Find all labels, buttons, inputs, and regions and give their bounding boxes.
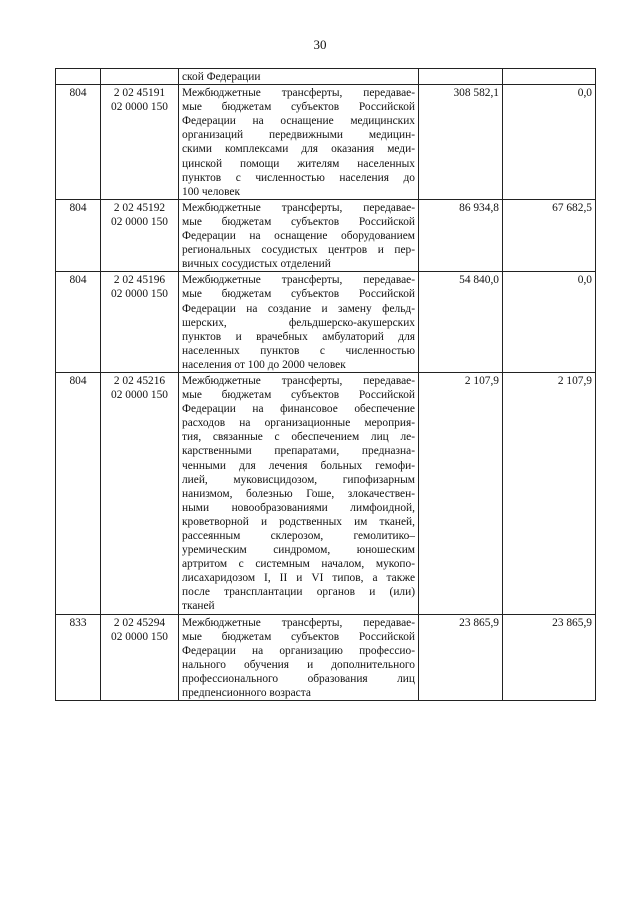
name-line: лией, муковисцидозом, гипофизарным: [182, 473, 415, 486]
name-line: тканей: [182, 600, 215, 613]
ministry-cell: 804: [56, 199, 101, 271]
ministry-cell: 804: [56, 372, 101, 614]
name-cell: [179, 85, 419, 200]
name-line: Межбюджетные трансферты, передавае-: [182, 616, 415, 629]
budget-table: [55, 68, 596, 701]
name-line: 100 человек: [182, 185, 240, 198]
value2-cell: 67 682,5: [503, 199, 596, 271]
name-line: рассеянным склерозом, гемолитико–: [182, 530, 415, 542]
name-line: региональных сосудистых центров и пер-: [182, 244, 415, 257]
name-line: пунктов с численностью населения до: [182, 171, 415, 184]
code-cell: [101, 199, 179, 271]
value1-cell: 2 107,9: [419, 372, 503, 614]
name-line: мые бюджетам субъектов Российской: [182, 630, 415, 643]
code-cell: [101, 85, 179, 200]
code-line: 02 0000 150: [111, 215, 168, 228]
name-line: карственными препаратами, предназна-: [182, 445, 415, 458]
code-line: 2 02 45196: [113, 274, 166, 287]
code-cell: [101, 614, 179, 701]
code-line: 2 02 45294: [113, 616, 166, 629]
continuation-row: [56, 69, 596, 85]
name-line: населения от 100 до 2000 человек: [182, 358, 346, 371]
name-line: Федерации на оснащение оборудованием: [182, 230, 415, 243]
name-line: Межбюджетные трансферты, передавае-: [182, 201, 415, 214]
ministry-cell: 804: [56, 272, 101, 373]
code-line: 02 0000 150: [111, 389, 168, 402]
name-line: нального обучения и дополнительного: [182, 658, 415, 671]
name-line: лисахаридозом I, II и VI типов, а также: [182, 572, 415, 585]
code-line: 02 0000 150: [111, 101, 168, 114]
name-line: ченными для лечения больных гемофи-: [182, 459, 415, 472]
name-line: уремическим синдромом, юношеским: [182, 544, 415, 557]
value2-cell: [503, 69, 596, 85]
table-row: [56, 372, 596, 614]
code-line: 02 0000 150: [111, 630, 168, 643]
name-line: нанизмом, болезнью Гоше, злокачествен-: [182, 487, 415, 500]
table-row: [56, 85, 596, 200]
value1-cell: 54 840,0: [419, 272, 503, 373]
code-cell: [101, 69, 179, 85]
name-line: Межбюджетные трансферты, передавае-: [182, 87, 415, 100]
page-number: 30: [313, 37, 327, 52]
ministry-cell: 804: [56, 85, 101, 200]
name-line: Межбюджетные трансферты, передавае-: [182, 274, 415, 287]
name-cell: [179, 614, 419, 701]
name-line: мые бюджетам субъектов Российской: [182, 215, 415, 228]
code-line: 2 02 45191: [113, 87, 166, 100]
name-cell: [179, 272, 419, 373]
name-line: вичных сосудистых отделений: [182, 258, 331, 271]
value2-cell: 0,0: [503, 272, 596, 373]
name-line: Межбюджетные трансферты, передавае-: [182, 374, 415, 387]
name-line: после трансплантации органов и (или): [182, 586, 415, 599]
name-line: мые бюджетам субъектов Российской: [182, 101, 415, 114]
name-line: цинской помощи жителям населенных: [182, 157, 415, 170]
name-line: тия, связанные с обеспечением лиц ле-: [182, 431, 415, 444]
table-row: [56, 272, 596, 373]
name-line: организаций передвижными медицин-: [182, 129, 415, 142]
name-line: Федерации на организацию профессио-: [182, 644, 415, 657]
name-line: профессионального образования лиц: [182, 672, 415, 685]
name-line: шерских, фельдшерско-акушерских: [182, 316, 415, 329]
name-line: Федерации на создание и замену фельд-: [182, 302, 415, 315]
ministry-cell: [56, 69, 101, 85]
code-line: 02 0000 150: [111, 288, 168, 301]
name-line: Федерации на финансовое обеспечение: [182, 403, 415, 416]
code-cell: [101, 372, 179, 614]
name-line: ской Федерации: [182, 71, 261, 83]
ministry-cell: 833: [56, 614, 101, 701]
name-cell: [179, 372, 419, 614]
code-cell: [101, 272, 179, 373]
code-line: 2 02 45216: [113, 374, 166, 387]
name-line: скими комплексами для оказания меди-: [182, 143, 415, 156]
value1-cell: 308 582,1: [419, 85, 503, 200]
value2-cell: 2 107,9: [503, 372, 596, 614]
value1-cell: 23 865,9: [419, 614, 503, 701]
value2-cell: 0,0: [503, 85, 596, 200]
name-cell: [179, 69, 419, 85]
name-line: Федерации на оснащение медицинских: [182, 115, 415, 128]
name-cell: [179, 199, 419, 271]
name-line: мые бюджетам субъектов Российской: [182, 389, 415, 402]
table-row: [56, 199, 596, 271]
value1-cell: [419, 69, 503, 85]
name-line: предпенсионного возраста: [182, 687, 311, 700]
value2-cell: 23 865,9: [503, 614, 596, 701]
table-row: [56, 614, 596, 701]
name-line: артритом с системным началом, мукопо-: [182, 558, 415, 571]
name-line: пунктов и врачебных амбулаторий для: [182, 330, 415, 343]
value1-cell: 86 934,8: [419, 199, 503, 271]
code-line: 2 02 45192: [113, 201, 166, 214]
name-line: населенных пунктов с численностью: [182, 344, 415, 357]
name-line: мые бюджетам субъектов Российской: [182, 288, 415, 301]
name-line: ными новообразованиями лимфоидной,: [182, 501, 415, 514]
name-line: расходов на организационные мероприя-: [182, 417, 415, 430]
name-line: кроветворной и родственных им тканей,: [182, 515, 415, 528]
